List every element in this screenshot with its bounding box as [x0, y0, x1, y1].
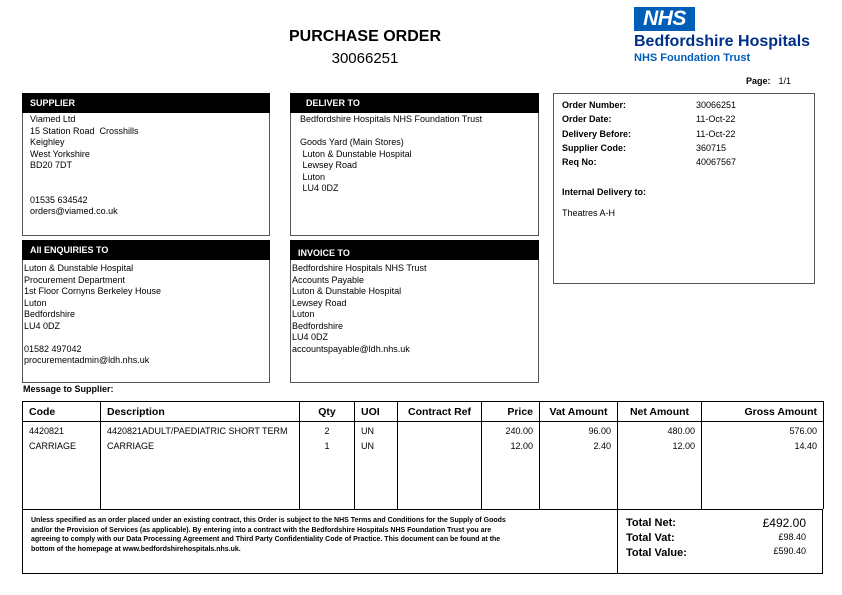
total-vat-label: Total Vat:	[626, 532, 675, 544]
empty-cell	[482, 455, 540, 509]
total-net-value: £492.00	[762, 516, 806, 530]
table-row	[23, 422, 824, 441]
cell-uoi: UN	[355, 440, 398, 455]
enquiries-address	[24, 263, 161, 367]
address-line: LU4 0DZ	[24, 320, 61, 331]
cell-contract-ref	[398, 422, 482, 441]
address-line: Luton & Dunstable Hospital	[300, 148, 412, 159]
total-net-label: Total Net:	[626, 517, 676, 529]
col-qty: Qty	[300, 402, 355, 422]
address-line: Luton	[300, 171, 326, 182]
internal-delivery-value: Theatres A-H	[562, 208, 616, 218]
terms-text: Unless specified as an order placed under an existing contract, this Order is subject to the NHS Terms and Conditions for the Supply of Goods and/or the Provision of Services (as applicable). By entering into a contract with the Bedfordshire Hospitals NHS Foundation Trust you are agreeing to comply with our Data Processing Agreement and Third Party Confidentiality Code of Practice. This document can be found at the bottom of the homepage at www.bedfordshirehospitals.nhs.uk.	[31, 517, 506, 553]
address-line	[30, 172, 139, 184]
table-row	[23, 440, 824, 455]
total-vat-value: £98.40	[778, 532, 806, 542]
order-info-value: 11-Oct-22	[696, 128, 736, 139]
address-line: Bedfordshire Hospitals NHS Trust	[292, 263, 427, 273]
cell-net: 12.00	[618, 440, 702, 455]
supplier-heading: SUPPLIER	[22, 93, 270, 113]
cell-description: 4420821ADULT/PAEDIATRIC SHORT TERM	[101, 422, 300, 441]
order-info-label: Req No:	[562, 157, 597, 168]
address-line: Bedfordshire Hospitals NHS Foundation Trust	[300, 114, 483, 124]
document-title: PURCHASE ORDER	[288, 28, 441, 45]
org-subtitle: NHS Foundation Trust	[634, 52, 751, 64]
table-header-row	[23, 402, 824, 422]
address-line: Procurement Department	[24, 274, 126, 285]
cell-description: CARRIAGE	[101, 440, 300, 455]
totals-divider	[617, 510, 618, 573]
address-line: Lewsey Road	[300, 160, 358, 170]
address-line	[24, 332, 161, 344]
empty-cell	[23, 455, 101, 509]
empty-cell	[300, 455, 355, 509]
cell-contract-ref	[398, 440, 482, 455]
cell-vat: 96.00	[540, 422, 618, 441]
order-info-label: Order Date:	[562, 114, 612, 125]
cell-qty: 1	[300, 440, 355, 455]
address-line: Luton & Dunstable Hospital	[292, 286, 402, 296]
address-line: Keighley	[30, 137, 65, 147]
address-line: Bedfordshire	[292, 320, 344, 331]
address-line: Viamed Ltd	[30, 114, 76, 124]
empty-cell	[618, 455, 702, 509]
address-line	[30, 183, 139, 195]
total-value-value: £590.40	[773, 546, 806, 556]
internal-delivery-label: Internal Delivery to:	[562, 187, 647, 197]
address-line: LU4 0DZ	[300, 183, 339, 193]
cell-price: 12.00	[482, 440, 540, 455]
cell-gross: 576.00	[702, 422, 824, 441]
deliver-to-address	[300, 114, 482, 195]
order-info-label: Order Number:	[562, 100, 627, 110]
address-line: 1st Floor Cornyns Berkeley House	[24, 286, 162, 296]
cell-uoi: UN	[355, 422, 398, 441]
empty-cell	[702, 455, 824, 509]
address-line: 01582 497042	[24, 343, 82, 354]
page-value: 1/1	[778, 76, 792, 86]
message-to-supplier-label: Message to Supplier:	[23, 384, 114, 394]
address-line: orders@viamed.co.uk	[30, 206, 118, 216]
col-net-amount: Net Amount	[618, 402, 702, 422]
address-line	[300, 126, 482, 138]
cell-code: CARRIAGE	[23, 440, 101, 455]
cell-gross: 14.40	[702, 440, 824, 455]
address-line: Lewsey Road	[292, 297, 347, 308]
col-uoi: UOI	[355, 402, 398, 422]
address-line: 01535 634542	[30, 194, 88, 205]
order-info-label: Delivery Before:	[562, 128, 632, 139]
nhs-logo: NHS	[634, 7, 695, 31]
address-line: accountspayable@ldh.nhs.uk	[292, 343, 410, 354]
empty-cell	[355, 455, 398, 509]
order-lines-table	[22, 401, 824, 509]
page-indicator	[746, 76, 791, 86]
col-vat-amount: Vat Amount	[540, 402, 618, 422]
deliver-to-heading: DELIVER TO	[290, 93, 539, 113]
address-line: Bedfordshire	[24, 309, 76, 319]
address-line: Luton & Dunstable Hospital	[24, 263, 134, 273]
invoice-to-heading: INVOICE TO	[290, 240, 539, 260]
total-value-label: Total Value:	[626, 547, 687, 559]
order-info-value: 11-Oct-22	[696, 114, 736, 125]
supplier-address	[30, 114, 139, 218]
empty-cell	[398, 455, 482, 509]
col-gross-amount: Gross Amount	[702, 402, 824, 422]
page-label: Page:	[746, 76, 771, 86]
address-line: Goods Yard (Main Stores)	[300, 137, 404, 147]
invoice-to-address	[292, 263, 427, 355]
address-line: LU4 0DZ	[292, 332, 329, 342]
address-line: 15 Station Road Crosshills	[30, 125, 139, 136]
address-line: West Yorkshire	[30, 148, 90, 159]
col-price: Price	[482, 402, 540, 422]
table-filler-row	[23, 455, 824, 509]
org-name: Bedfordshire Hospitals	[634, 33, 811, 50]
address-line: Luton	[24, 297, 47, 308]
address-line: Accounts Payable	[292, 274, 365, 285]
order-info-value: 30066251	[696, 100, 737, 110]
address-line: procurementadmin@ldh.nhs.uk	[24, 355, 150, 365]
cell-price: 240.00	[482, 422, 540, 441]
cell-code: 4420821	[23, 422, 101, 441]
order-info-value: 360715	[696, 142, 727, 153]
col-code: Code	[23, 402, 101, 422]
empty-cell	[540, 455, 618, 509]
order-info-label: Supplier Code:	[562, 142, 627, 153]
order-info-value: 40067567	[696, 157, 737, 168]
footer-box	[22, 509, 823, 574]
address-line: Luton	[292, 309, 315, 319]
cell-net: 480.00	[618, 422, 702, 441]
po-number-heading: 30066251	[331, 50, 399, 67]
col-contract-ref: Contract Ref	[398, 402, 482, 422]
cell-vat: 2.40	[540, 440, 618, 455]
cell-qty: 2	[300, 422, 355, 441]
empty-cell	[101, 455, 300, 509]
address-line: BD20 7DT	[30, 160, 73, 170]
col-description: Description	[101, 402, 300, 422]
enquiries-heading: All ENQUIRIES TO	[22, 240, 270, 260]
